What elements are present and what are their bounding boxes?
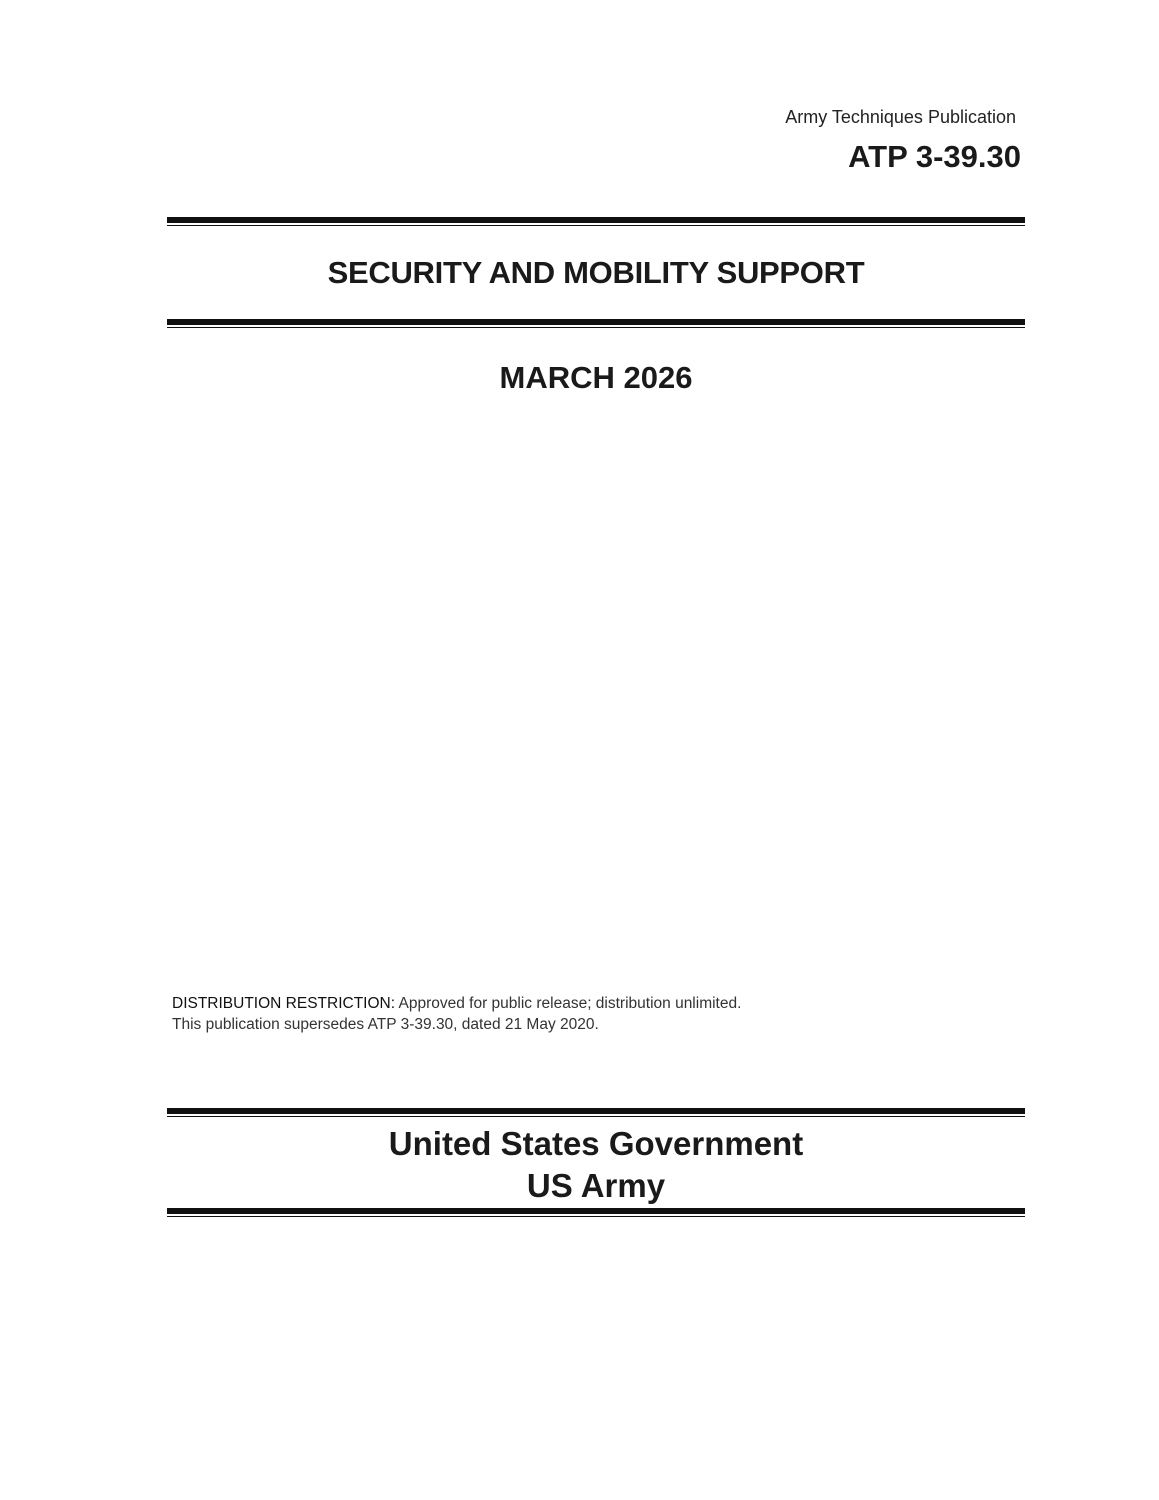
distribution-restriction [172, 994, 741, 1014]
publication-date: MARCH 2026 [499, 360, 693, 395]
publisher-block [167, 1123, 1025, 1207]
document-title: SECURITY AND MOBILITY SUPPORT [327, 255, 865, 290]
double-rule-title [167, 319, 1025, 328]
double-rule-publisher-bottom [167, 1208, 1025, 1217]
publication-number: ATP 3-39.30 [848, 139, 1021, 174]
supersedes-note: This publication supersedes ATP 3-39.30, dated 21 May 2020. [172, 1016, 599, 1033]
double-rule-top [167, 217, 1025, 226]
publisher-line-2: US Army [526, 1167, 666, 1204]
publication-series: Army Techniques Publication [785, 107, 1016, 127]
double-rule-publisher-top [167, 1108, 1025, 1117]
distribution-label: DISTRIBUTION RESTRICTION: [172, 995, 396, 1012]
publisher-line-1: United States Government [388, 1125, 804, 1162]
distribution-text: Approved for public release; distribution unlimited. [395, 995, 742, 1012]
